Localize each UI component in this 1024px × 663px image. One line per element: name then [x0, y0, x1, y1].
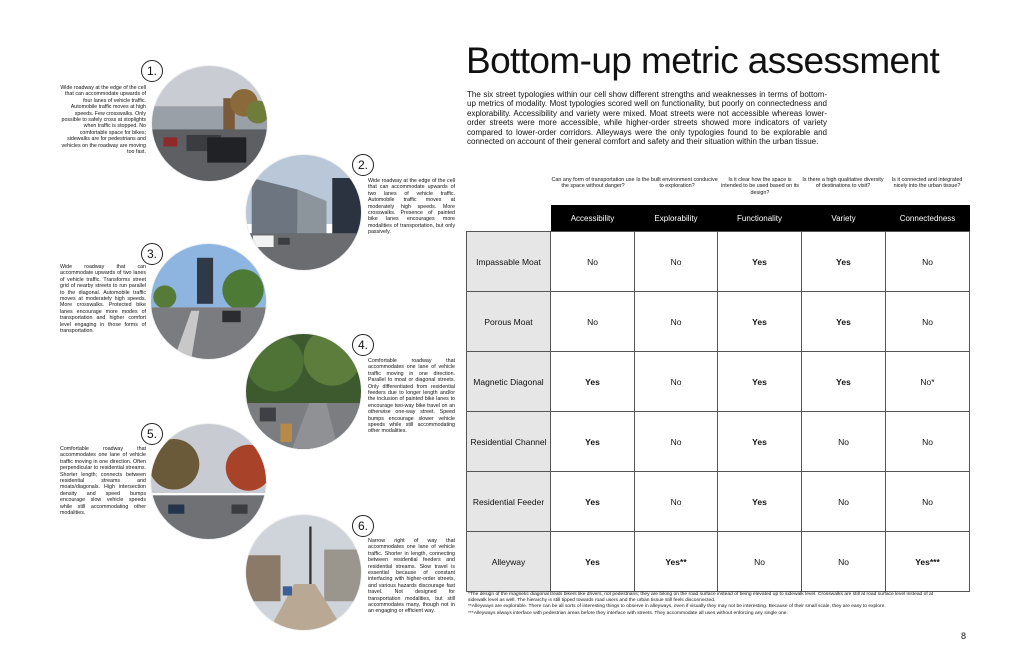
table-cell: Yes — [802, 352, 886, 412]
column-header-explorability: Explorability — [635, 205, 718, 232]
table-cell: No — [635, 232, 718, 292]
table-row — [467, 292, 970, 352]
row-label: Impassable Moat — [467, 232, 551, 292]
typology-description-4: Comfortable roadway that accommodates one lane of vehicle traffic moving in one direction. Parallel to moat or diagonal streets. Only differentiated from residential feeders due to longer length and/or the inclusion of painted bike lanes to encourage two-way bike travel on an otherwise one-way street. Speed bumps encourage slower vehicle speeds while still accommodating other modalities. — [368, 358, 455, 435]
footnote-3: ***Alleyways always interface with pedestrian areas before they interface with streets. They accommodate all uses without enforcing any single one. — [468, 610, 788, 616]
table-cell: No — [886, 232, 970, 292]
table-cell: No — [635, 472, 718, 532]
table-row — [467, 352, 970, 412]
table-cell: Yes — [718, 472, 802, 532]
column-header-connectedness: Connectedness — [886, 205, 970, 232]
street-photo-6 — [246, 515, 361, 630]
footnote-1: *The design of the magnetic diagonal treats bikers like drivers, not pedestrians; they are biking on the road surface instead of being elevated up to sidewalk level. Crosswalks are still at road surface level instead of at sidewalk level as well. The hierarchy is still tipped towards road users and the urban tissue still feels disconnected. — [468, 592, 934, 604]
metric-questions — [551, 177, 969, 203]
table-cell: Yes — [551, 532, 635, 592]
table-row — [467, 232, 970, 292]
table-cell: No — [635, 352, 718, 412]
row-label: Residential Feeder — [467, 472, 551, 532]
table-cell: No — [802, 412, 886, 472]
street-photo-5 — [151, 424, 266, 539]
table-cell: Yes — [718, 352, 802, 412]
page-number: 8 — [961, 631, 967, 641]
table-cell: Yes — [718, 412, 802, 472]
intro-paragraph: The six street typologies within our cell show different strengths and weaknesses in terms of bottom-up metrics of modality. Most typologies scored well on functionality, but poorly on connectedness and explorability. Accessibility and variety were mixed. Moat streets were not accessible whereas lower-order streets were more accessible, while higher-order streets showed more indicators of variety compared to lower-order corridors. Alleyways were the only typologies found to be explorable and connected on account of their general comfort and safety and their situation within the urban tissue. — [467, 90, 827, 147]
assessment-table — [466, 205, 970, 592]
typology-number-4: 4. — [352, 334, 374, 356]
question-accessibility: Can any form of transportation use the space without danger? — [551, 177, 635, 190]
table-cell: Yes — [551, 472, 635, 532]
typology-description-6: Narrow right of way that accommodates one lane of vehicle traffic. Shorter in length, connecting between residential feeders and residential streams. Slow travel is essential because of constant interfacing with higher-order streets, and various hazards discourage fast travel. Not designed for transportation modalities, but still accommodates many, though not in an engaging or efficient way. — [368, 538, 455, 615]
table-cell: No* — [886, 352, 970, 412]
table-cell: No — [635, 292, 718, 352]
footnotes — [468, 592, 948, 617]
table-cell: No — [718, 532, 802, 592]
column-header-variety: Variety — [802, 205, 886, 232]
typology-number-2: 2. — [352, 154, 374, 176]
typology-number-6: 6. — [352, 515, 374, 537]
table-header-row — [467, 205, 970, 232]
row-label: Alleyway — [467, 532, 551, 592]
table-cell: No — [802, 472, 886, 532]
table-cell: No — [886, 412, 970, 472]
typology-description-1: Wide roadway at the edge of the cell that can accommodate upwards of four lanes of vehicle traffic. Automobile traffic moves at high speeds. Few crosswalks. Only possible to safely cross at stoplights when traffic is stopped. No comfortable space for bikes; sidewalks are for pedestrians and vehicles on the roadway are moving too fast. — [60, 85, 146, 156]
table-cell: Yes** — [635, 532, 718, 592]
table-cell: No — [551, 232, 635, 292]
page-title: Bottom-up metric assessment — [466, 40, 940, 81]
footnote-2: **Alleyways are explorable. There can be all sorts of interesting things to observe in alleyways, even if visually they may not be interesting. Because of their small scale, they are easy to explore. — [468, 604, 886, 610]
table-cell: No — [886, 472, 970, 532]
table-cell: No — [886, 292, 970, 352]
question-explorability: Is the built environment conducive to exploration? — [636, 177, 718, 190]
typology-description-3: Wide roadway that can accommodate upwards of two lanes of vehicle traffic. Transforms street grid of nearby streets to run parallel to the diagonal. Automobile traffic moves at moderately high speeds. More crosswalks. Protected bike lanes encourage more modes of transportation and higher comfort level engaging in those forms of transportation. — [60, 264, 146, 335]
table-corner — [467, 205, 551, 232]
street-photo-1 — [152, 66, 267, 181]
street-photo-3 — [151, 244, 266, 359]
column-header-functionality: Functionality — [718, 205, 802, 232]
typology-number-3: 3. — [141, 243, 163, 265]
table-row — [467, 532, 970, 592]
table-cell: Yes — [802, 232, 886, 292]
table-cell: No — [802, 532, 886, 592]
typology-description-5: Comfortable roadway that accommodates one lane of vehicle traffic moving in one direction. Often perpendicular to residential streams. Shorter length; connects between residential streams and moats/diagonals. High intersection density and speed bumps encourage slow vehicle speeds while still accommodating other modalities. — [60, 446, 146, 517]
column-header-accessibility: Accessibility — [551, 205, 635, 232]
street-photo-2 — [246, 155, 361, 270]
table-cell: Yes — [551, 352, 635, 412]
table-cell: Yes — [551, 412, 635, 472]
street-photo-4 — [246, 334, 361, 449]
row-label: Magnetic Diagonal — [467, 352, 551, 412]
question-functionality: Is it clear how the space is intended to be used based on its design? — [721, 177, 799, 196]
table-cell: Yes — [802, 292, 886, 352]
row-label: Residential Channel — [467, 412, 551, 472]
table-cell: No — [551, 292, 635, 352]
row-label: Porous Moat — [467, 292, 551, 352]
typology-description-2: Wide roadway at the edge of the cell that can accommodate upwards of two lanes of vehicle traffic. Automobile traffic moves at moderately high speeds. More crosswalks. Presence of painted bike lanes encourages more modalities of transportation, but only passively. — [368, 178, 455, 236]
table-cell: Yes — [718, 292, 802, 352]
table-row — [467, 412, 970, 472]
typology-number-1: 1. — [141, 60, 163, 82]
question-connectedness: Is it connected and integrated nicely into the urban tissue? — [891, 177, 963, 190]
typology-number-5: 5. — [141, 423, 163, 445]
table-cell: No — [635, 412, 718, 472]
question-variety: Is there a high qualitative diversity of destinations to visit? — [802, 177, 884, 190]
table-row — [467, 472, 970, 532]
table-cell: Yes — [718, 232, 802, 292]
table-cell: Yes*** — [886, 532, 970, 592]
